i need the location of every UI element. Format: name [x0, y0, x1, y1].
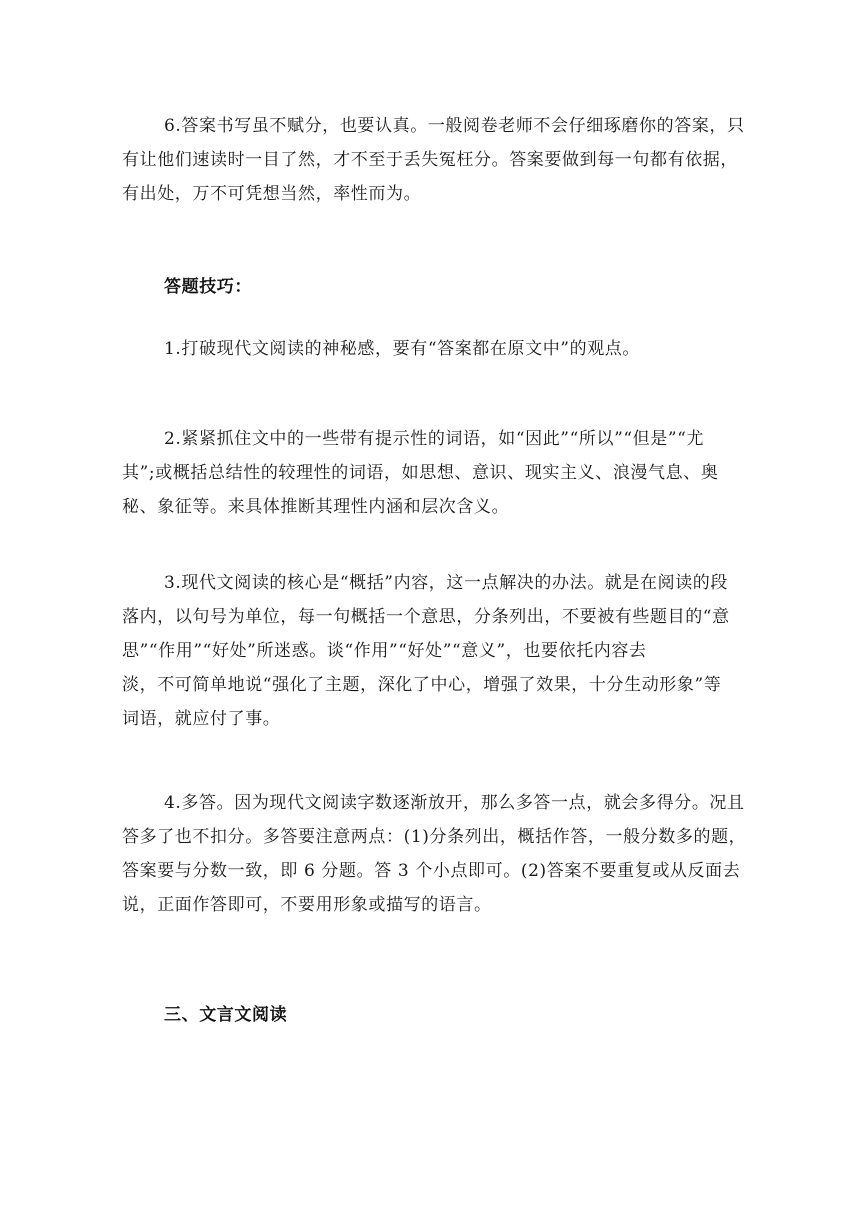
tip-item-1: [164, 332, 718, 366]
tip-item-3: [122, 566, 730, 736]
paragraph-line: 1.打破现代文阅读的神秘感，要有“答案都在原文中”的观点。: [164, 339, 641, 359]
paragraph-line: 答多了也不扣分。多答要注意两点：(1)分条列出，概括作答，一般分数多的题，: [122, 827, 747, 847]
paragraph-line: 其”;或概括总结性的较理性的词语，如思想、意识、现实主义、浪漫气息、奥: [122, 463, 719, 483]
section-heading-classical-chinese: 三、文言文阅读: [164, 1005, 288, 1025]
paragraph-line: 思”“作用”“好处”所迷惑。谈“作用”“好处”“意义”，也要依托内容去: [122, 641, 647, 661]
paragraph-item-6: [122, 109, 745, 211]
paragraph-line: 落内，以句号为单位，每一句概括一个意思，分条列出，不要被有些题目的“意: [122, 607, 730, 627]
paragraph-line: 2.紧紧抓住文中的一些带有提示性的词语，如“因此”“所以”“但是”“尤: [164, 429, 705, 449]
paragraph-line: 淡，不可简单地说“强化了主题，深化了中心，增强了效果，十分生动形象”等: [122, 675, 722, 695]
section-heading-tips: 答题技巧：: [164, 277, 252, 297]
paragraph-line: 3.现代文阅读的核心是“概括”内容，这一点解决的办法。就是在阅读的段: [164, 573, 728, 593]
tip-item-4: [122, 786, 747, 922]
tip-item-2: [122, 422, 719, 524]
paragraph-line: 有让他们速读时一目了然，才不至于丢失冤枉分。答案要做到每一句都有依据，: [122, 150, 738, 170]
paragraph-line: 答案要与分数一致，即 6 分题。答 3 个小点即可。(2)答案不要重复或从反面去: [122, 861, 741, 881]
paragraph-line: 6.答案书写虽不赋分，也要认真。一般阅卷老师不会仔细琢磨你的答案，只: [164, 116, 745, 136]
paragraph-line: 4.多答。因为现代文阅读字数逐渐放开，那么多答一点，就会多得分。况且: [164, 793, 745, 813]
paragraph-line: 秘、象征等。来具体推断其理性内涵和层次含义。: [122, 497, 510, 517]
paragraph-line: 有出处，万不可凭想当然，率性而为。: [122, 184, 422, 204]
paragraph-line: 说，正面作答即可，不要用形象或描写的语言。: [122, 895, 492, 915]
paragraph-line: 词语，就应付了事。: [122, 709, 281, 729]
